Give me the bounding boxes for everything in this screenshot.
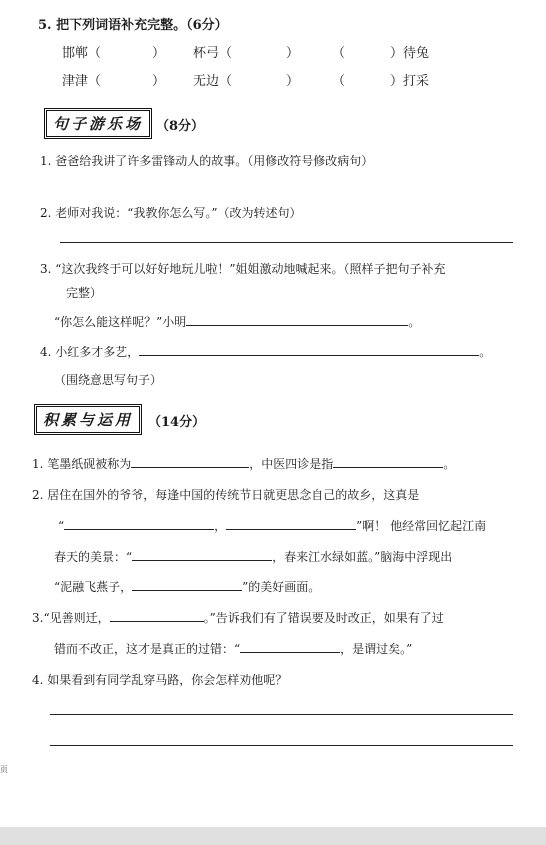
s2-q1-text-a: 1. 笔墨纸砚被称为: [32, 457, 132, 471]
s1-q4-end: 。: [479, 345, 492, 359]
q5-r1-c1: 邯郸（: [62, 46, 102, 61]
s1-q3-line2: 完整）: [66, 286, 103, 300]
s2-q2-text-d1: “泥融飞燕子，: [54, 580, 133, 594]
s2-q2-text-c1: 春天的美景：“: [54, 550, 133, 564]
s2-q3-line2: [54, 640, 412, 657]
q5-title: 5. 把下列词语补充完整。（6分）: [38, 18, 228, 33]
s2-q2-comma: ，: [214, 519, 227, 533]
page-footer-mark: 页: [0, 765, 8, 774]
section-title-2: 积累与运用: [43, 411, 134, 429]
s1-q4-answer-blank[interactable]: [139, 343, 479, 356]
s2-q3-text-b2: ，是谓过矣。”: [340, 642, 413, 656]
section-score-2: （14分）: [148, 415, 206, 430]
s2-q3-blank-1[interactable]: [110, 609, 204, 622]
s1-q4-text: 4. 小红多才多艺，: [40, 345, 140, 359]
q5-r1-c2: ）: [152, 46, 166, 61]
s2-q1-text-b: ，中医四诊是指: [249, 457, 334, 471]
s2-q1-blank-1[interactable]: [131, 455, 249, 468]
s2-q1: [32, 455, 455, 472]
s1-q3-prompt-text: “你怎么能这样呢？”小明: [54, 315, 187, 329]
s2-q2-line2: [58, 517, 486, 534]
bottom-gray-bar: [0, 827, 546, 845]
q5-r2-c6: ）打采: [390, 74, 430, 89]
section-title-box-1: [44, 108, 152, 139]
q5-r1-c5: （: [332, 46, 346, 61]
s1-q4: [40, 343, 491, 360]
s2-q2-text-d2: ”的美好画面。: [242, 580, 321, 594]
s2-q2-blank-2[interactable]: [226, 517, 356, 530]
section-score-1: （8分）: [156, 119, 205, 134]
q5-r2-c3: 无边（: [193, 74, 233, 89]
s1-q3-line1: 3. “这次我终于可以好好地玩儿啦！”姐姐激动地喊起来。（照样子把句子补充: [40, 262, 446, 276]
s2-q2-blank-3[interactable]: [132, 548, 272, 561]
s2-q2-text-c2: ，春来江水绿如蓝。”脑海中浮现出: [272, 550, 453, 564]
s1-q3-answer-blank[interactable]: [186, 313, 408, 326]
s2-q4-answer-line-2[interactable]: [50, 745, 513, 746]
q5-r2-c2: ）: [152, 74, 166, 89]
section-title-box-2: [34, 404, 142, 435]
s2-q3-blank-2[interactable]: [240, 640, 340, 653]
q5-r2-c5: （: [332, 74, 346, 89]
s1-q3-end: 。: [408, 315, 421, 329]
q5-r1-c4: ）: [286, 46, 300, 61]
s1-q2: 2. 老师对我说：“我教你怎么写。”（改为转述句）: [40, 206, 302, 220]
s1-q2-answer-line[interactable]: [60, 242, 513, 243]
section-title-1: 句子游乐场: [53, 115, 144, 133]
s2-q2-line3: [54, 548, 452, 565]
s1-q4-hint: （围绕意思写句子）: [54, 373, 163, 387]
s2-q1-blank-2[interactable]: [333, 455, 443, 468]
s2-q2-text-b3: ”啊！ 他经常回忆起江南: [356, 519, 487, 533]
s2-q3-text-a2: 。”告诉我们有了错误要及时改正，如果有了过: [203, 611, 444, 625]
q5-r1-c3: 杯弓（: [193, 46, 233, 61]
s2-q3-text-b1: 错而不改正，这才是真正的过错：“: [54, 642, 241, 656]
s1-q3-prompt: [54, 313, 420, 330]
s2-q2-open-quote: “: [58, 519, 65, 533]
q5-r2-c4: ）: [286, 74, 300, 89]
s2-q3-line1: [32, 609, 444, 626]
s2-q2-line1: 2. 居住在国外的爷爷，每逢中国的传统节日就更思念自己的故乡，这真是: [32, 488, 420, 502]
s2-q2-blank-1[interactable]: [64, 517, 214, 530]
s1-q1: 1. 爸爸给我讲了许多雷锋动人的故事。（用修改符号修改病句）: [40, 154, 374, 168]
s2-q1-text-c: 。: [443, 457, 456, 471]
s2-q2-blank-4[interactable]: [132, 578, 242, 591]
s2-q2-line4: [54, 578, 320, 595]
s2-q4: 4. 如果看到有同学乱穿马路，你会怎样劝他呢？: [32, 673, 288, 687]
s2-q3-text-a1: 3.“见善则迁，: [32, 611, 110, 625]
q5-r2-c1: 津津（: [62, 74, 102, 89]
q5-r1-c6: ）待兔: [390, 46, 430, 61]
s2-q4-answer-line-1[interactable]: [50, 714, 513, 715]
